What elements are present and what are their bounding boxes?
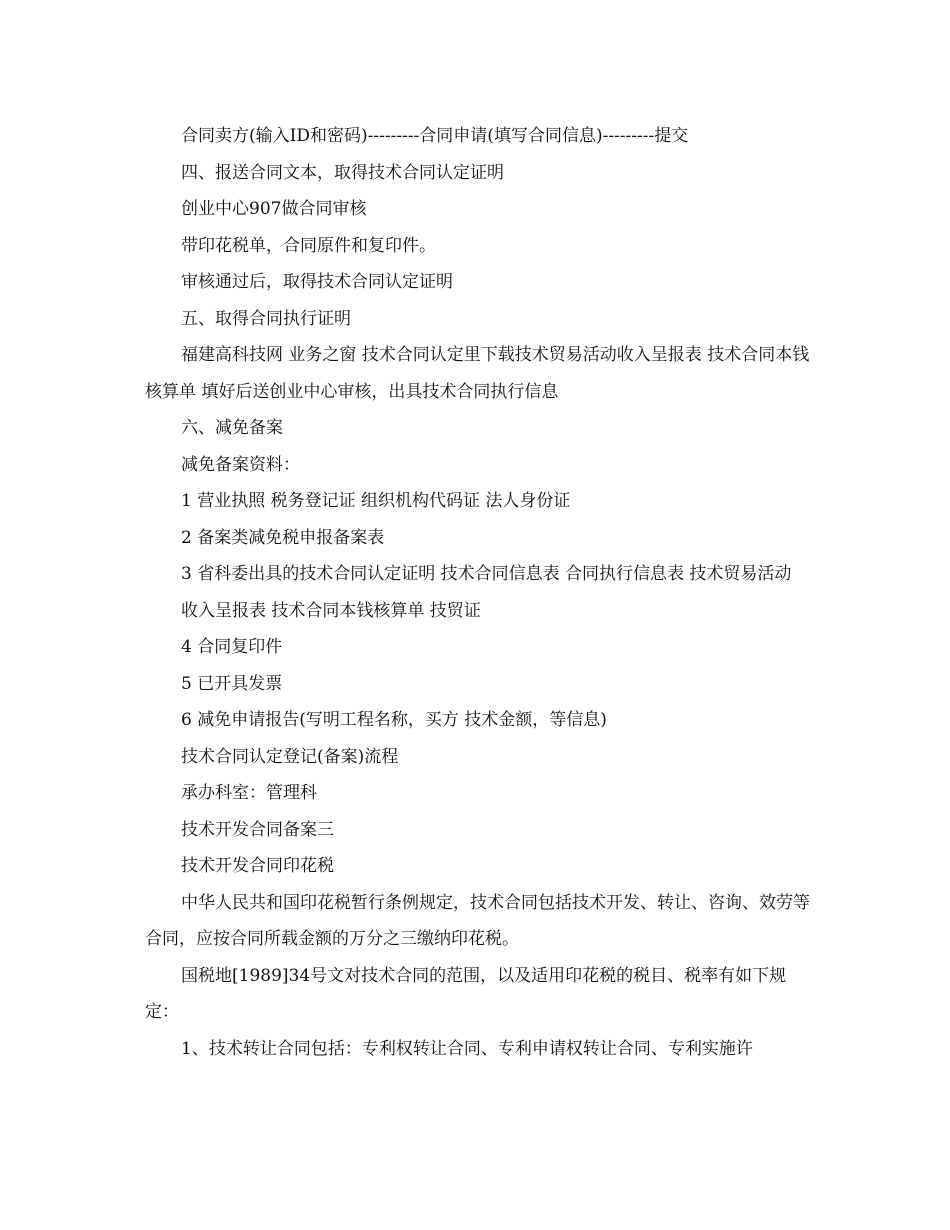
paragraph: 技术开发合同印花税 — [181, 856, 334, 876]
paragraph: 技术开发合同备案三 — [181, 819, 334, 840]
paragraph: 创业中心907做合同审核 — [181, 199, 367, 219]
list-item: 2 备案类减免税申报备案表 — [181, 527, 385, 548]
section-heading: 五、取得合同执行证明 — [181, 308, 351, 329]
list-item: 1 营业执照 税务登记证 组织机构代码证 法人身份证 — [181, 491, 571, 511]
paragraph: 合同卖方(输入ID和密码)---------合同申请(填写合同信息)---------提交 — [181, 126, 689, 146]
paragraph: 减免备案资料： — [181, 454, 300, 475]
paragraph: 1、技术转让合同包括：专利权转让合同、专利申请权转让合同、专利实施许 — [181, 1038, 753, 1059]
list-item: 3 省科委出具的技术合同认定证明 技术合同信息表 合同执行信息表 技术贸易活动 — [181, 564, 792, 584]
paragraph: 技术合同认定登记(备案)流程 — [181, 746, 399, 767]
paragraph: 福建高科技网 业务之窗 技术合同认定里下载技术贸易活动收入呈报表 技术合同本钱核算单 填好后送创业中心审核，出具技术合同执行信息 — [145, 345, 810, 402]
paragraph: 国税地[1989]34号文对技术合同的范围，以及适用印花税的税目、税率有如下规定： — [145, 965, 787, 1022]
paragraph: 审核通过后，取得技术合同认定证明 — [181, 272, 453, 292]
list-item: 5 已开具发票 — [181, 673, 283, 694]
list-item: 6 减免申请报告(写明工程名称，买方 技术金额，等信息) — [181, 710, 607, 730]
document-body — [145, 118, 810, 1067]
paragraph: 带印花税单，合同原件和复印件。 — [181, 235, 436, 256]
section-heading: 六、减免备案 — [181, 418, 283, 438]
section-heading: 四、报送合同文本，取得技术合同认定证明 — [181, 162, 504, 183]
list-item: 4 合同复印件 — [181, 637, 283, 657]
paragraph: 承办科室：管理科 — [181, 783, 317, 803]
list-item-continuation: 收入呈报表 技术合同本钱核算单 技贸证 — [181, 600, 481, 621]
paragraph: 中华人民共和国印花税暂行条例规定，技术合同包括技术开发、转让、咨询、效劳等合同，应按合同所载金额的万分之三缴纳印花税。 — [145, 892, 810, 949]
